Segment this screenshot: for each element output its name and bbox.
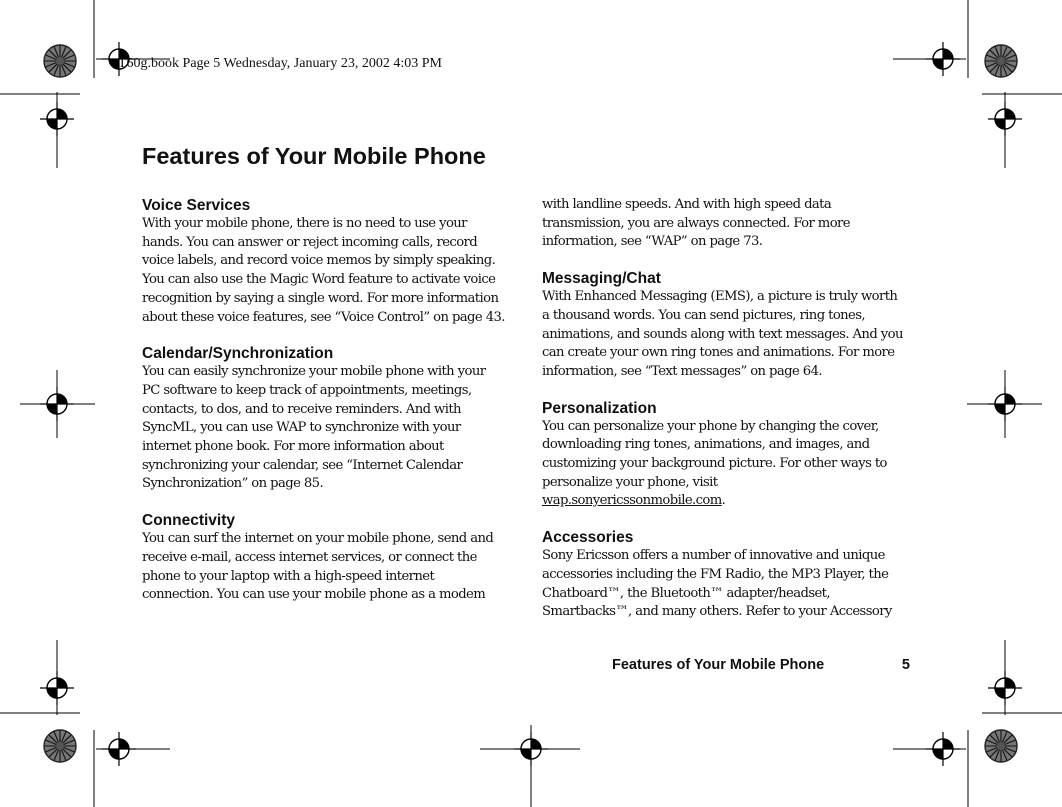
link-suffix: . xyxy=(721,493,726,509)
footer-title: Features of Your Mobile Phone xyxy=(612,657,825,673)
website-link[interactable]: wap.sonyericssonmobile.com xyxy=(542,493,722,509)
right-column xyxy=(542,196,906,639)
page-title: Features of Your Mobile Phone xyxy=(142,143,486,169)
book-info-header: T60g.book Page 5 Wednesday, January 23, 2002 4:03 PM xyxy=(118,56,442,71)
section-heading: Voice Services xyxy=(142,197,251,214)
section-calendar-synchronization xyxy=(142,344,506,494)
left-column xyxy=(142,196,506,622)
section-body: With your mobile phone, there is no need to use your hands. You can answer or reject incoming calls, record voice labels, and record voice memos by simply speaking. You can also use the Magic Word feature to activate voice recognition by saying a single word. For more information about these voice features, see “Voice Control” on page 43. xyxy=(142,216,505,325)
page-number: 5 xyxy=(901,657,910,673)
section-connectivity xyxy=(142,511,506,605)
section-heading: Personalization xyxy=(542,399,657,417)
section-body: You can surf the internet on your mobile phone, send and receive e-mail, access internet services, or connect the phone to your laptop with a high-speed internet connection. You can use your mobile phone as a modem xyxy=(142,531,494,603)
section-heading: Accessories xyxy=(542,529,634,547)
section-connectivity-continued xyxy=(542,196,906,252)
section-messaging-chat xyxy=(542,269,906,382)
section-body: with landline speeds. And with high speed data transmission, you are always connected. For more information, see “WAP” on page 73. xyxy=(542,197,850,250)
section-body-text: You can personalize your phone by changing the cover, downloading ring tones, animations, and images, and customizing your background picture. For other ways to personalize your phone, visit xyxy=(542,418,887,490)
section-personalization xyxy=(542,399,906,512)
section-body: With Enhanced Messaging (EMS), a picture is truly worth a thousand words. You can send pictures, ring tones, animations, and sounds along with text messages. And you can create your own ring tones and animations. For more information, see “Text messages” on page 64. xyxy=(542,289,903,379)
section-body xyxy=(542,418,906,512)
section-accessories xyxy=(542,528,906,622)
section-body: You can easily synchronize your mobile phone with your PC software to keep track of appointments, meetings, contacts, to dos, and to receive reminders. And with SyncML, you can use WAP to synchronize with your internet phone book. For more information about synchronizing your calendar, see “Internet Calendar Synchronization” on page 85. xyxy=(142,364,486,492)
section-voice-services xyxy=(142,196,506,327)
section-heading: Messaging/Chat xyxy=(542,270,661,288)
section-body: Sony Ericsson offers a number of innovative and unique accessories including the FM Radio, the MP3 Player, the Chatboard™, the Bluetooth™ adapter/headset, Smartbacks™, and many others. Refer to your Accessory xyxy=(542,548,892,620)
section-heading: Calendar/Synchronization xyxy=(142,345,334,363)
section-heading: Connectivity xyxy=(142,512,236,530)
